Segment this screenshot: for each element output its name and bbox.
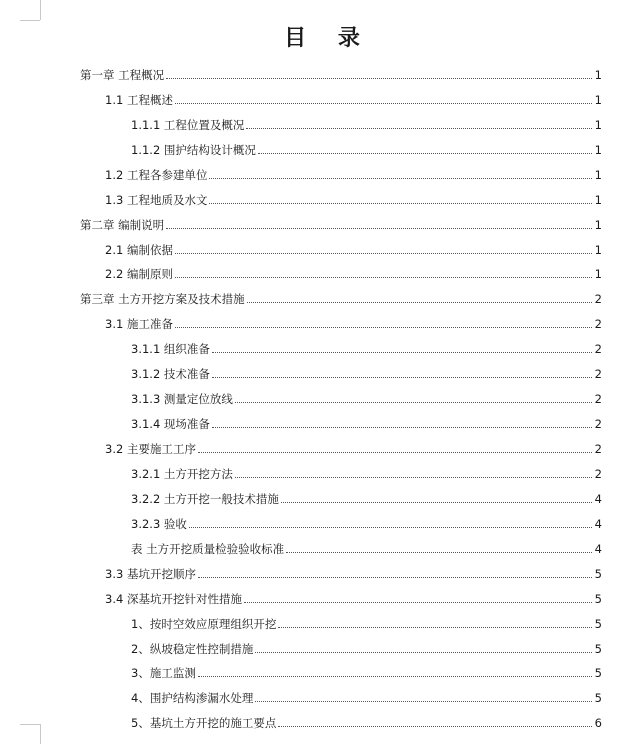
toc-page-number: 5 (594, 566, 602, 581)
toc-page-number: 1 (594, 242, 602, 257)
toc-entry[interactable] (0, 281, 644, 306)
toc-entry-text: 3.2.1 土方开挖方法 (131, 466, 233, 481)
toc-dot-leader (235, 402, 592, 403)
toc-entry[interactable] (0, 182, 644, 207)
toc-entry[interactable] (0, 406, 644, 431)
toc-dot-leader (166, 228, 592, 229)
toc-page-number: 5 (594, 591, 602, 606)
toc-dot-leader (235, 477, 592, 478)
toc-entry-text: 表 土方开挖质量检验验收标准 (131, 541, 285, 556)
toc-dot-leader (246, 128, 592, 129)
toc-page-number: 2 (594, 392, 602, 407)
toc-dot-leader (166, 78, 592, 79)
toc-entry[interactable] (0, 381, 644, 406)
toc-entry[interactable] (0, 356, 644, 381)
toc-entry-text: 1、按时空效应原理组织开挖 (131, 616, 277, 631)
toc-entry-text: 第二章 编制说明 (80, 217, 165, 232)
toc-entry-text: 3.1 施工准备 (105, 317, 173, 332)
toc-entry-text: 3.3 基坑开挖顺序 (105, 566, 196, 581)
toc-entry-text: 3.1.4 现场准备 (131, 417, 210, 432)
toc-entry[interactable] (0, 481, 644, 506)
toc-dot-leader (281, 502, 592, 503)
crop-mark-top-horizontal (20, 20, 40, 21)
toc-entry-text: 5、基坑土方开挖的施工要点 (131, 716, 277, 731)
toc-entry-text: 3.2 主要施工工序 (105, 442, 196, 456)
toc-entry[interactable] (0, 631, 644, 656)
toc-page-number: 1 (594, 217, 602, 232)
toc-dot-leader (189, 527, 592, 528)
toc-entry[interactable] (0, 82, 644, 107)
table-of-contents (0, 57, 644, 730)
toc-entry[interactable] (0, 257, 644, 282)
toc-page-number: 4 (594, 541, 602, 556)
toc-page-number: 1 (594, 167, 602, 182)
toc-page-number: 1 (594, 117, 602, 132)
toc-page-number: 1 (594, 92, 602, 107)
toc-entry[interactable] (0, 132, 644, 157)
toc-dot-leader (175, 253, 592, 254)
toc-entry[interactable] (0, 556, 644, 581)
toc-page-number: 5 (594, 691, 602, 706)
toc-entry-text: 3.1.1 组织准备 (131, 342, 210, 357)
toc-entry-text: 3.2.2 土方开挖一般技术措施 (131, 491, 279, 506)
toc-entry-text: 3、施工监测 (131, 666, 196, 681)
toc-dot-leader (212, 352, 592, 353)
toc-dot-leader (175, 103, 592, 104)
toc-page-number: 2 (594, 466, 602, 481)
toc-entry-text: 第三章 土方开挖方案及技术措施 (80, 292, 245, 307)
toc-entry-text: 第一章 工程概况 (80, 67, 165, 82)
toc-entry[interactable] (0, 606, 644, 631)
toc-dot-leader (212, 377, 592, 378)
toc-page-number: 2 (594, 342, 602, 357)
toc-entry-text: 1.1 工程概述 (105, 92, 173, 107)
toc-page-number: 2 (594, 292, 602, 307)
toc-dot-leader (286, 552, 592, 553)
toc-dot-leader (209, 203, 592, 204)
toc-entry[interactable] (0, 107, 644, 132)
toc-page-number: 2 (594, 367, 602, 382)
toc-dot-leader (258, 153, 592, 154)
toc-entry[interactable] (0, 431, 644, 456)
toc-dot-leader (198, 676, 592, 677)
toc-entry-text: 1.2 工程各参建单位 (105, 167, 208, 182)
toc-page-number: 1 (594, 267, 602, 282)
toc-entry[interactable] (0, 57, 644, 82)
toc-page-number: 4 (594, 491, 602, 506)
toc-entry-text: 3.1.3 测量定位放线 (131, 392, 233, 407)
toc-entry-text: 3.4 深基坑开挖针对性措施 (105, 591, 242, 606)
toc-page-number: 5 (594, 666, 602, 681)
toc-page-number: 6 (594, 716, 602, 731)
toc-dot-leader (198, 577, 592, 578)
toc-entry-text: 3.1.2 技术准备 (131, 367, 210, 382)
toc-entry[interactable] (0, 456, 644, 481)
toc-page-number: 5 (594, 616, 602, 631)
toc-entry[interactable] (0, 656, 644, 681)
toc-entry[interactable] (0, 157, 644, 182)
toc-entry[interactable] (0, 232, 644, 257)
toc-dot-leader (244, 602, 592, 603)
toc-dot-leader (255, 701, 592, 702)
toc-dot-leader (175, 327, 592, 328)
toc-entry[interactable] (0, 331, 644, 356)
crop-mark-top-vertical (40, 0, 41, 20)
toc-dot-leader (209, 178, 592, 179)
toc-entry-text: 1.3 工程地质及水文 (105, 192, 208, 207)
toc-page-number: 4 (594, 516, 602, 531)
toc-dot-leader (198, 452, 592, 453)
toc-dot-leader (247, 302, 592, 303)
toc-entry[interactable] (0, 581, 644, 606)
toc-entry-text: 2.2 编制原则 (105, 267, 173, 282)
toc-entry[interactable] (0, 207, 644, 232)
toc-page-number: 2 (594, 317, 602, 332)
toc-entry-text: 2、纵坡稳定性控制措施 (131, 641, 254, 656)
toc-entry[interactable] (0, 705, 644, 730)
toc-dot-leader (175, 277, 592, 278)
toc-entry[interactable] (0, 506, 644, 531)
toc-page-number: 5 (594, 641, 602, 656)
toc-entry[interactable] (0, 680, 644, 705)
toc-page-number: 1 (594, 142, 602, 157)
toc-dot-leader (255, 652, 592, 653)
toc-entry-text: 1.1.2 围护结构设计概况 (131, 142, 256, 157)
toc-entry[interactable] (0, 306, 644, 331)
toc-title: 目 录 (284, 25, 372, 51)
toc-page-number: 1 (594, 67, 602, 82)
toc-page-number: 2 (594, 417, 602, 432)
toc-entry-text: 2.1 编制依据 (105, 242, 173, 257)
toc-entry-text: 1.1.1 工程位置及概况 (131, 117, 245, 132)
toc-page-number: 1 (594, 192, 602, 207)
toc-entry[interactable] (0, 531, 644, 556)
toc-dot-leader (278, 726, 592, 727)
toc-dot-leader (212, 427, 592, 428)
toc-page-number: 2 (594, 442, 602, 456)
toc-entry-text: 3.2.3 验收 (131, 516, 187, 531)
toc-entry-text: 4、围护结构渗漏水处理 (131, 691, 254, 706)
toc-dot-leader (278, 627, 592, 628)
